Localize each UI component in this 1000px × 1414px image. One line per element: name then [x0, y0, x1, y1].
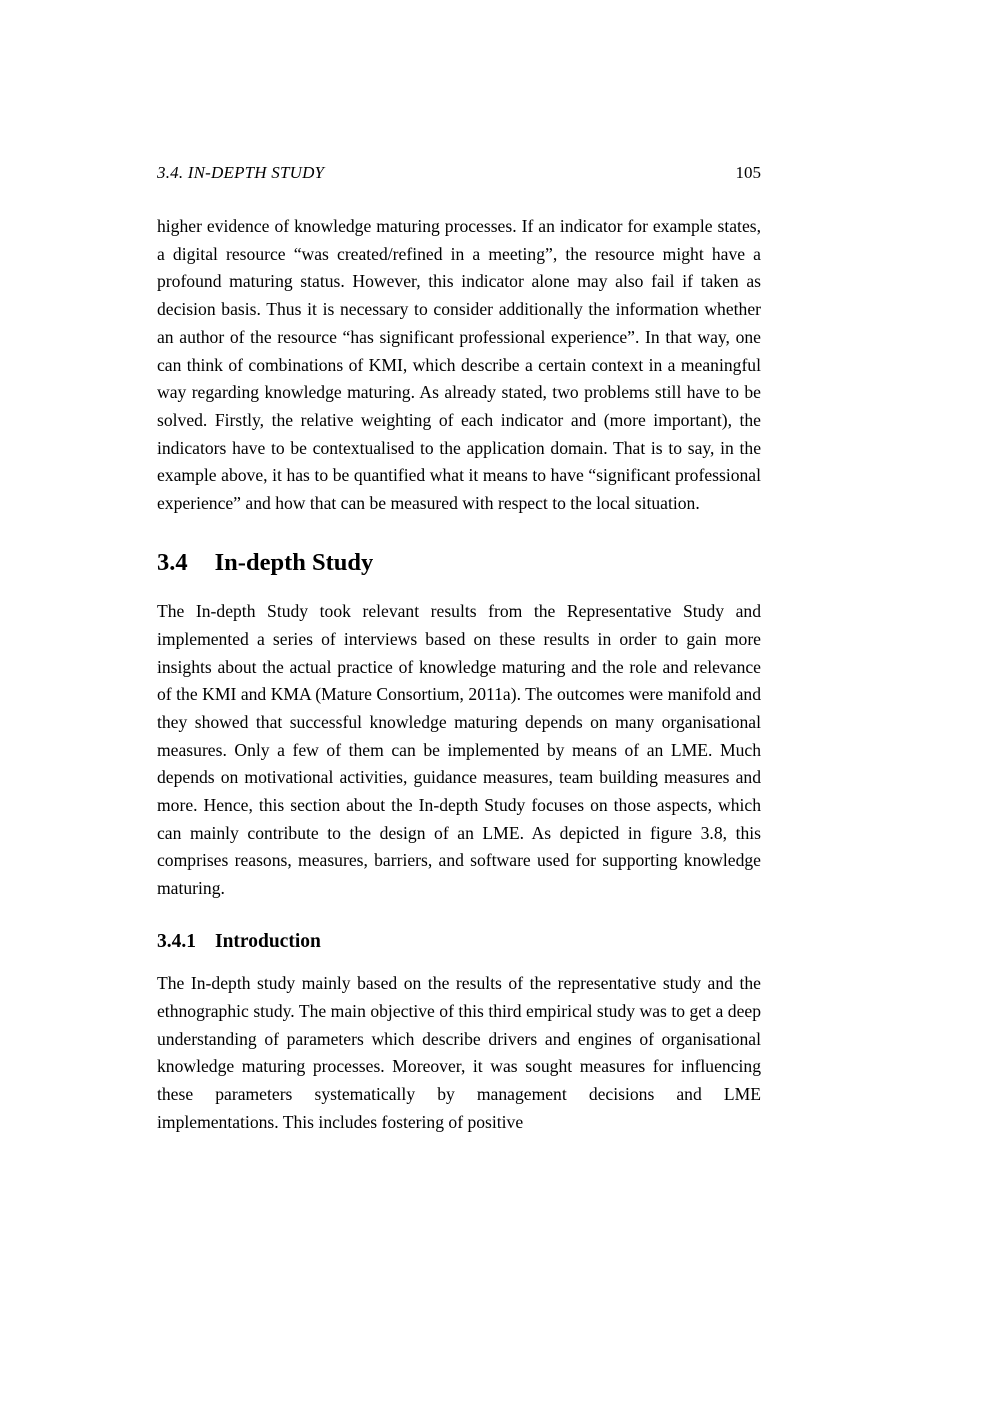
section-title: In-depth Study — [214, 548, 374, 576]
subsection-title: Introduction — [215, 930, 321, 952]
subsection-number: 3.4.1 — [157, 930, 196, 952]
running-header-title: 3.4. IN-DEPTH STUDY — [157, 163, 325, 182]
running-header — [157, 163, 761, 183]
section-number: 3.4 — [157, 548, 188, 576]
paragraph-1: higher evidence of knowledge maturing processes. If an indicator for example states, a digital resource “was created/refined in a meeting”, the resource might have a profound maturing status. However, this indicator alone may also fail if taken as decision basis. Thus it is necessary to consider additionally the information whether an author of the resource “has significant professional experience”. In that way, one can think of combinations of KMI, which describe a certain context in a meaningful way regarding knowledge maturing. As already stated, two problems still have to be solved. Firstly, the relative weighting of each indicator and (more important), the indicators have to be contextualised to the application domain. That is to say, in the example above, it has to be quantified what it means to have “significant professional experience” and how that can be measured with respect to the local situation. — [157, 216, 761, 514]
section-heading — [157, 548, 761, 577]
text-block — [157, 163, 761, 1136]
paragraph-3: The In-depth study mainly based on the results of the representative study and the ethnographic study. The main objective of this third empirical study was to get a deep understanding of parameters which describe drivers and engines of organisational knowledge maturing processes. Moreover, it was sought measures for influencing these parameters systematically by management decisions and LME implementations. This includes fostering of positive — [157, 973, 761, 1132]
page-number: 105 — [735, 163, 761, 182]
paragraph-2: The In-depth Study took relevant results from the Representative Study and implemented a series of interviews based on these results in order to gain more insights about the actual practice of knowledge maturing and the role and relevance of the KMI and KMA (Mature Consortium, 2011a). The outcomes were manifold and they showed that successful knowledge maturing depends on many organisational measures. Only a few of them can be implemented by means of an LME. Much depends on motivational activities, guidance measures, team building measures and more. Hence, this section about the In-depth Study focuses on those aspects, which can mainly contribute to the design of an LME. As depicted in figure 3.8, this comprises reasons, measures, barriers, and software used for supporting knowledge maturing. — [157, 601, 761, 899]
subsection-heading — [157, 930, 761, 953]
